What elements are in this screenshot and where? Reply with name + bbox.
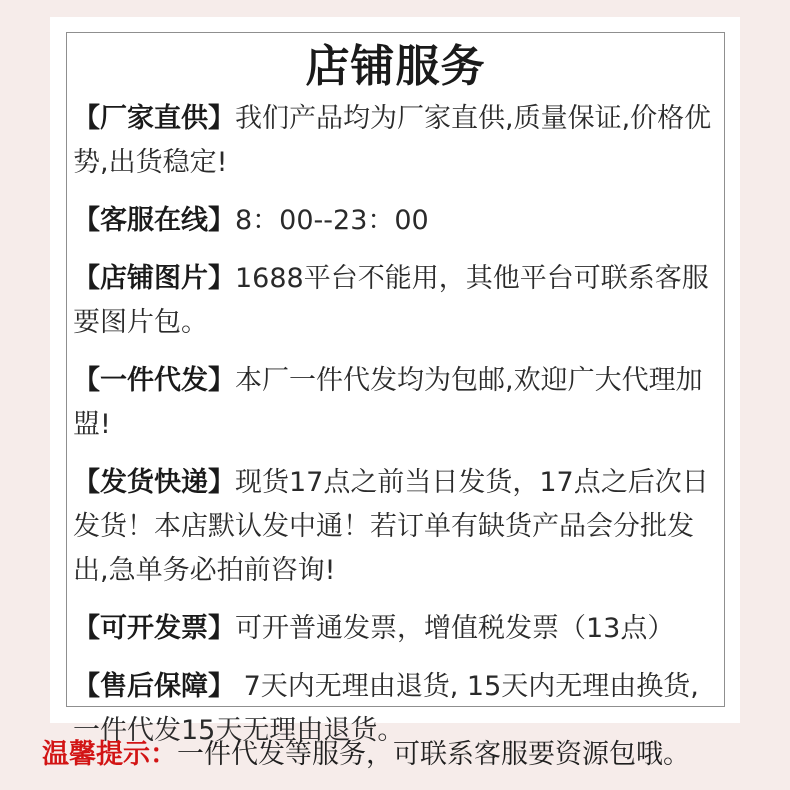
service-text: 可开普通发票，增值税发票（13点） bbox=[235, 613, 675, 644]
service-label: 【客服在线】 bbox=[73, 205, 235, 236]
service-item-store-images bbox=[73, 257, 720, 345]
service-label: 【售后保障】 bbox=[73, 671, 235, 702]
service-label: 【发货快递】 bbox=[73, 467, 235, 498]
service-label: 【一件代发】 bbox=[73, 365, 235, 396]
warm-tip-label: 温馨提示： bbox=[42, 739, 177, 770]
service-item-factory-direct bbox=[73, 97, 720, 185]
service-item-invoice bbox=[73, 607, 720, 651]
page-title: 店铺服务 bbox=[305, 41, 486, 92]
service-item-shipping bbox=[73, 461, 720, 593]
service-text: 现货17点之前当日发货，17点之后次日发货！本店默认发中通！若订单有缺货产品会分批发出,急单务必拍前咨询! bbox=[73, 467, 709, 586]
service-card bbox=[50, 17, 740, 746]
service-frame bbox=[66, 32, 725, 746]
warm-tip bbox=[42, 733, 762, 777]
warm-tip-text: 一件代发等服务，可联系客服要资源包哦。 bbox=[177, 739, 690, 770]
service-label: 【厂家直供】 bbox=[73, 103, 235, 134]
service-text: 我们产品均为厂家直供,质量保证,价格优势,出货稳定! bbox=[73, 103, 712, 178]
service-item-online-hours bbox=[73, 199, 720, 243]
service-label: 【店铺图片】 bbox=[73, 263, 235, 294]
service-text: 1688平台不能用，其他平台可联系客服要图片包。 bbox=[73, 263, 709, 338]
service-label: 【可开发票】 bbox=[73, 613, 235, 644]
service-item-dropshipping bbox=[73, 359, 720, 447]
service-text: 本厂一件代发均为包邮,欢迎广大代理加盟! bbox=[73, 365, 703, 440]
service-list bbox=[67, 97, 724, 753]
service-text: 7天内无理由退货, 15天内无理由换货,一件代发15天无理由退货。 bbox=[73, 671, 699, 746]
service-text: 8：00--23：00 bbox=[235, 205, 429, 236]
